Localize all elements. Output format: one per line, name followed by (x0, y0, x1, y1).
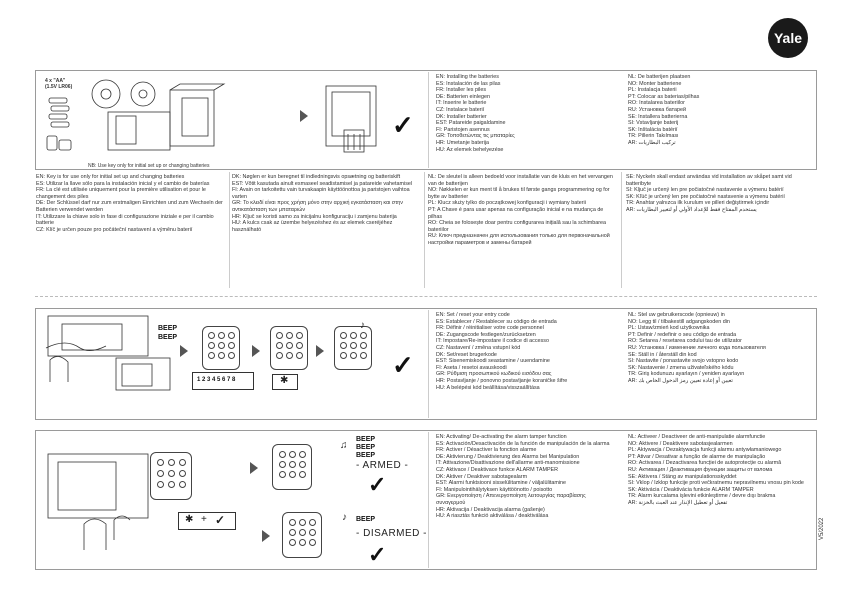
safe-battery-compartment-illustration (88, 76, 238, 158)
section2-text-col3: NL: De sleutel is alleen bedoeld voor installatie van de kluis en het vervangen van de batterijen NO: Nøkkelen er kun ment til å brukes til første gangs programmering og for bytte av batterier PL: Klucz służy tylko do początkowej konfiguracji i wymiany baterii PT: A Chave é para usar apenas na configuração inicial e na mudança de pilhas RO: Cheia se folosește doar pentru configurarea inițială sau la schimbarea bateriilor RU: Ключ предназначен для использования только для первоначальной настройки параметров и замены батарей (428, 174, 613, 246)
beep-label: BEEP (158, 325, 178, 332)
code-entry-box (192, 372, 254, 390)
check-icon: ✓ (368, 472, 387, 497)
keypad-illustration (282, 512, 322, 558)
gear-icon: ✱ (280, 375, 289, 386)
section2-text-col4: SE: Nyckeln skall endast användas vid installation av skåpet samt vid batteribyte SI: Ključ je určený len pre počiatočné nastavenie a výmenu batérií SK: Kľúč je určený len pre počiatočné nastavenie a výmenu batérií TR: Anahtar yalnızca ilk kurulum ve pilleri değiştirmek içindir AR: يستخدم المفتاح فقط للإعداد الأولي أو لتغيير البطاريات (626, 174, 792, 213)
plus-icon: + (201, 514, 207, 525)
keypad-illustration (150, 452, 192, 500)
divider (428, 432, 429, 568)
check-icon: ✓ (392, 350, 414, 380)
safe-hand-illustration (44, 440, 164, 550)
music-note-icon: ♫ (340, 440, 348, 451)
disarmed-label: - DISARMED - (356, 528, 427, 539)
keypad-illustration (202, 326, 240, 370)
arrow-icon (300, 110, 308, 122)
gear-check-box (178, 512, 236, 530)
music-note-icon: ♪ (342, 512, 347, 523)
arrow-icon (250, 462, 258, 474)
keypad-illustration (270, 326, 308, 370)
install-note: NB: Use key only for initial set up or changing batteries (88, 163, 210, 169)
keypad-illustration (334, 326, 372, 370)
section3-text-col1: EN: Set / reset your entry code ES: Establecer / Restablecer su código de entrada FR: Définir / réinitialiser votre code personnel DE: Zugangscode festlegen/zurücksetzen IT: Impostare/Re-impostare il codice di accesso CZ: Nastavení / změna vstupní kód DK: Set/reset brugerkode EST: Sisenemiskoodi seastamine / uuendamine FI: Aseta / resetoi avauskoodi GR: Ρύθμιση προσωπικού κωδικού εισόδου σας HR: Postavljanje / ponovno postavljanje koraničke šifre HU: A belépési kód beállítása/visszaállítása (436, 312, 568, 391)
arrow-icon (316, 345, 324, 357)
divider (229, 172, 230, 288)
beep-label: BEEP (356, 444, 376, 451)
battery-illustration (45, 78, 80, 158)
section2-text-col1: EN: Key is for use only for initial set up and changing batteries ES: Utilizar la llave sólo para la instalación inicial y el cambio de baterías FR: La clé est utilisée uniquement pour la première utilisation et pour le changement des piles DE: Der Schlüssel darf nur zum erstmaligen Einrichten und zum Wechseln der Batterien verwendet werden IT: Utilizzare la chiave solo in fase di configurazione iniziale e per il cambio batterie CZ: Klíč je určen pouze pro počáteční nastavení a výměnu baterií (36, 174, 223, 233)
confirm-box (272, 374, 298, 390)
divider (424, 172, 425, 288)
check-icon: ✓ (392, 110, 414, 140)
section4-text-col2: NL: Activeer / Deactiveer de anti-manipulatie alarmfunctie NO: Aktivere / Deaktivere sabotasjealarmen PL: Aktywacja / Dezaktywacja funkcji alarmu antywłamaniowego PT: Ativar / Desativar a função de alarme de manipulação RO: Activarea / Dezactivarea funcției de autoprotecție cu alarmă RU: Активация / Деактивация функции защиты от взлома SE: Aktivera / Stäng av manipulationsskyddet SI: Vklop / Izklop funkcije proti večkratnemu nepravilnemu vnosu pin kode SK: Aktivácia / Deaktivácia funkcie ALARM TAMPER TR: Alarm kurcalama işlevini etkinleştirme / devre dışı brakma AR: تفعيل أو تعطيل الإنذار عند العبث بالخزنة (628, 434, 804, 506)
separator (35, 296, 817, 297)
armed-label: - ARMED - (356, 460, 409, 471)
arrow-icon (252, 345, 260, 357)
divider (621, 172, 622, 288)
keypad-illustration (272, 444, 312, 490)
section3-text-col2: NL: Stel uw gebruikerscode (opnieuw) in NO: Legg til / tilbakestill adgangskoden din PL: Ustaw/zmień kod użytkownika PT: Definir / redefinir o seu código de entrada RO: Setarea / resetarea codului tau de utilizator RU: Установка / изменение личного кода пользователя SE: Ställ in / återställ din kod SI: Nastavite / ponastavite svojo vstopno kodo SK: Nastavenie / zmena uživateľského kódu TR: Giriş kodunuzu ayarlayın / yeniden ayarlayın AR: تعيين أو إعادة تعيين رمز الدخول الخاص بك (628, 312, 766, 384)
section1-text-col2: NL: De batterijen plaatsen NO: Monter batteriene PL: Instalacja baterii PT: Colocar as baterias/pilhas RO: Instalarea bateriilor RU: Установка батарей SE: Installera batterierna SI: Vstavljanje baterij SK: Inštalácia batérií TR: Pillerin Takılması AR: تركيب البطاريات (628, 74, 700, 146)
document-code: V5/2022 (819, 517, 825, 540)
gear-icon: ✱ (185, 514, 194, 525)
section2-text-col2: DK: Nøglen er kun beregnet til indledningsvis opsætning og batteriskift EST: Võtit kasutada ainult esmaseel seadistamisel ja patareide vahetamisel FI: Avain on tarkoitettu vain turvakaapin käyttöönottoa ja paristojen vaihtoa varten GR: Το κλειδί είναι προς χρήση μόνο στην αρχική εγκατάσταση και στην αντικατάσταση των μπαταριών HR: Ključ se koristi samo za inicijalnu konfiguraciju i zamjenu baterija HU: A kulcs csak az üzembe helyezéshez és az elemek cseréjéhez használható (232, 174, 413, 233)
safe-illustration (112, 354, 174, 394)
section1-text-col1: EN: Installing the batteries ES: Instalación de las pilas FR: Installer les piles DE: Batterien einlegen IT: Inserire le batterie CZ: Instalace baterií DK: Installer batterier EST: Patareide paigaldamine FI: Paristojen asennus GR: Τοποθετώντας τις μπαταρίες HR: Umetanje baterija HU: Az elemek behelyezése (436, 74, 515, 153)
battery-label: 4 x "AA" (1.5V LR06) (45, 78, 73, 90)
arrow-icon (180, 345, 188, 357)
beep-label: BEEP (356, 516, 376, 523)
arrow-icon (262, 530, 270, 542)
divider (428, 72, 429, 168)
check-icon: ✓ (368, 542, 387, 567)
section4-text-col1: EN: Activating/ De-activating the alarm tamper function ES: Activación/Desactivación de la función de manipulación de la alarma FR: Activer / Désactiver la fonction alarme DE: Aktivierung / Deaktivierung des Alarms bei Manipulation IT: Attivazione/Disattivazione dell'allarme anti-manomissione CZ: Aktivace / Deaktivace funkce ALARM TAMPER DK: Aktiver / Deaktiver sabotagealarm EST: Alarmi funktsiooni sisselülitamine / väljalülitamine FI: Manipulointihälytyksen käyttöönotto / poisotto GR: Ενεργοποίηση / Απενεργοποίηση λειτουργίας παραβίασης συναγερμού HR: Aktivacija / Deaktivacija alarma (gašenje) HU: A riasztás funkció aktiválása / deaktiválása (436, 434, 610, 520)
beep-label: BEEP (356, 452, 376, 459)
yale-logo: Yale (768, 18, 808, 58)
code-sample: 1 2 3 4 5 6 7 8 (197, 377, 236, 383)
beep-label: BEEP (356, 436, 376, 443)
beep-label: BEEP (158, 334, 178, 341)
music-note-icon: ♪ (360, 320, 365, 331)
divider (428, 310, 429, 418)
safe-open-illustration (316, 80, 391, 160)
check-icon: ✓ (215, 513, 226, 527)
